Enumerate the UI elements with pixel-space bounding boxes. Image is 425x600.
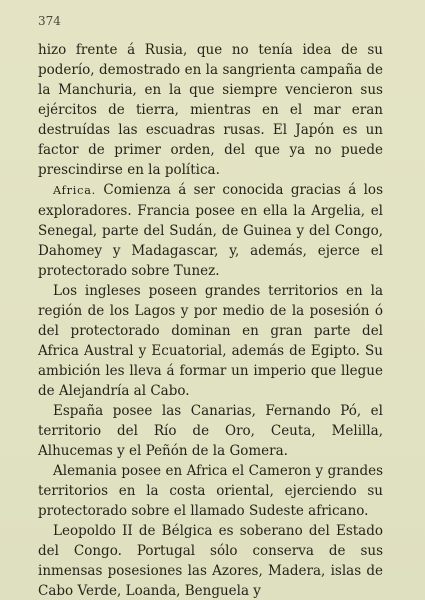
paragraph-text: Leopoldo II de Bélgica es soberano del Estado del Congo. Portugal sólo conserva de sus inmensas posesiones las Azores, Madera, islas de Cabo Verde, Loanda, Benguela y xyxy=(38,523,383,599)
paragraph-text: hizo frente á Rusia, que no tenía idea de su poderío, demostrado en la sangrienta campaña de la Manchuria, en la que siempre vencieron sus ejércitos de tierra, mientras en el mar eran destruídas las escuadras rusas. El Japón es un factor de primer orden, del que ya no puede prescindirse en la política. xyxy=(38,42,383,178)
page-number: 374 xyxy=(38,14,61,28)
paragraph-japan xyxy=(38,40,383,180)
section-heading-africa: Africa. xyxy=(53,184,97,197)
paragraph-belgium-portugal xyxy=(38,521,383,600)
paragraph-germany xyxy=(38,461,383,521)
paragraph-text: Los ingleses poseen grandes territorios en la región de los Lagos y por medio de la posesión ó del protectorado dominan en gran parte del Africa Austral y Ecuatorial, además de Egipto. Su ambición les lleva á formar un imperio que llegue de Alejandría al Cabo. xyxy=(38,283,383,399)
paragraph-england xyxy=(38,281,383,401)
paragraph-text: Comienza á ser conocida gracias á los exploradores. Francia posee en ella la Argelia, el Senegal, parte del Sudán, de Guinea y del Congo, Dahomey y Madagascar, y, además, ejerce el protectorado sobre Tunez. xyxy=(38,182,383,279)
paragraph-spain xyxy=(38,401,383,461)
page-text xyxy=(38,40,383,600)
paragraph-text: España posee las Canarias, Fernando Pó, el territorio del Río de Oro, Ceuta, Melilla, Alhucemas y el Peñón de la Gomera. xyxy=(38,403,383,459)
paragraph-africa xyxy=(38,180,383,281)
paragraph-text: Alemania posee en Africa el Cameron y grandes territorios en la costa oriental, ejerciendo su protectorado sobre el llamado Sudeste africano. xyxy=(38,463,383,519)
